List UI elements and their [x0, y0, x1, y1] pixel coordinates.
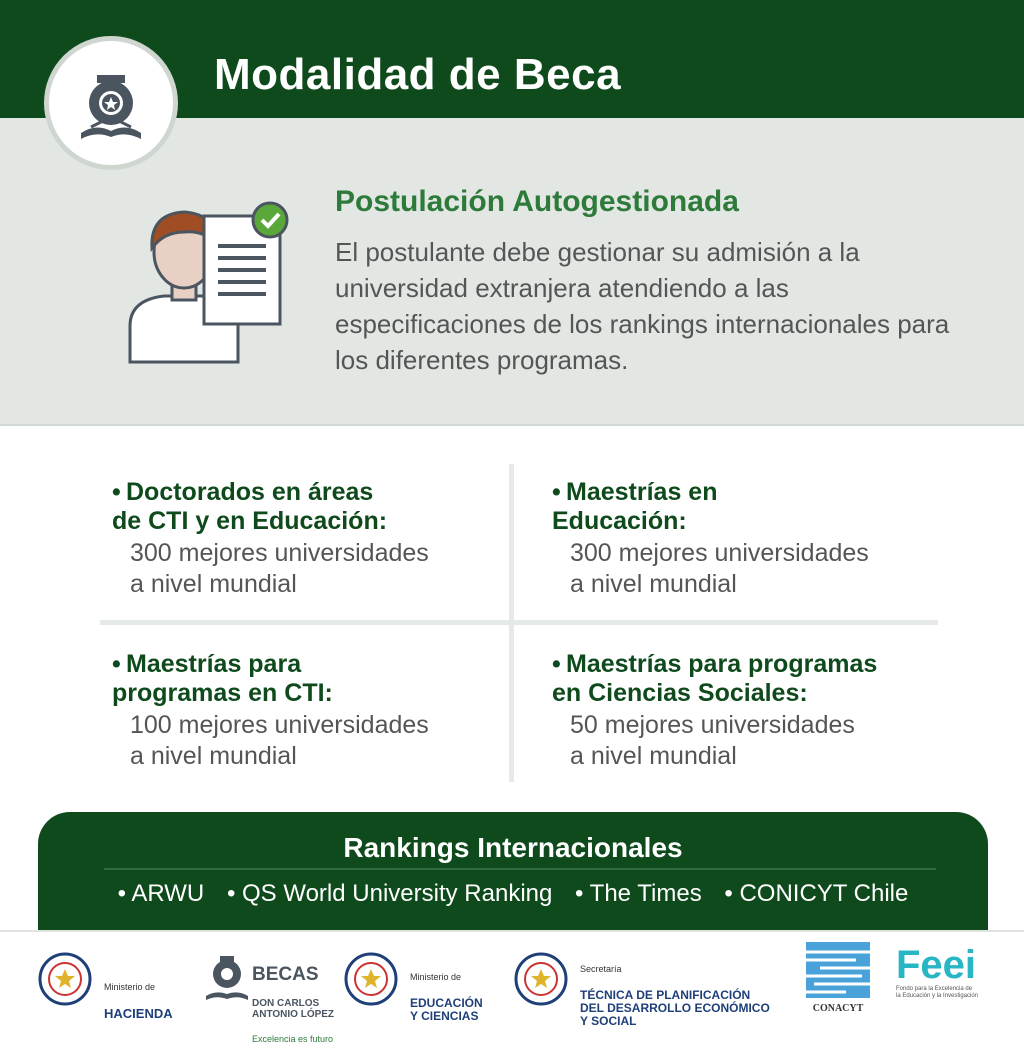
program-item: • Maestrías para programas en Ciencias Sociales: 50 mejores universidades a nivel mundial — [552, 650, 932, 772]
becas-tagline: Excelencia es futuro — [252, 1034, 334, 1044]
program-item: • Maestrías para programas en CTI: 100 mejores universidades a nivel mundial — [112, 650, 492, 772]
stp-label: Secretaría — [580, 964, 622, 974]
rankings-title: Rankings Internacionales — [343, 832, 683, 863]
mec-name: EDUCACIÓN Y CIENCIAS — [410, 996, 483, 1023]
program-description: 300 mejores universidades a nivel mundial — [130, 539, 429, 598]
conacyt-logo — [806, 942, 870, 1014]
feei-subtitle: Fondo para la Excelencia de la Educación y la Investigación — [896, 986, 979, 999]
conacyt-waves-icon — [806, 942, 870, 998]
program-title: Maestrías para programas en Ciencias Sociales: — [552, 650, 878, 707]
rankings-divider — [104, 868, 936, 870]
grid-divider-horizontal — [100, 620, 938, 625]
becas-title: BECAS — [252, 964, 319, 985]
rankings-box — [38, 812, 988, 930]
conacyt-name: CONACYT — [812, 1003, 864, 1014]
program-item: • Doctorados en áreas de CTI y en Educación: 300 mejores universidades a nivel mundial — [112, 478, 492, 600]
becas-logo — [44, 36, 178, 170]
mec-label: Ministerio de — [410, 972, 462, 982]
program-title: Maestrías para programas en CTI: — [112, 650, 333, 707]
becas-lantern-icon — [200, 950, 254, 1004]
program-description: 300 mejores universidades a nivel mundial — [570, 539, 869, 598]
feei-wordmark: Feei — [896, 943, 977, 987]
hacienda-name: HACIENDA — [104, 1006, 173, 1021]
paraguay-seal-icon — [514, 952, 568, 1006]
program-description: 100 mejores universidades a nivel mundial — [130, 711, 429, 770]
program-title: Maestrías en Educación: — [552, 478, 718, 535]
intro-heading: Postulación Autogestionada — [335, 185, 739, 218]
stp-name: TÉCNICA DE PLANIFICACIÓN DEL DESARROLLO ECONÓMICO Y SOCIAL — [580, 988, 770, 1028]
paraguay-seal-icon — [344, 952, 398, 1006]
page-title: Modalidad de Beca — [214, 50, 622, 99]
becas-subtitle: DON CARLOS ANTONIO LÓPEZ — [252, 998, 335, 1020]
ranking-item: CONICYT Chile — [739, 880, 909, 907]
ranking-item: ARWU — [131, 880, 205, 907]
ranking-item: The Times — [589, 880, 702, 907]
paraguay-seal-icon — [38, 952, 92, 1006]
ranking-item: QS World University Ranking — [242, 880, 553, 907]
intro-description: El postulante debe gestionar su admisión a la universidad extranjera atendiendo a las especificaciones de los rankings internacionales para los diferentes programas. — [335, 237, 950, 375]
rankings-list: • ARWU • QS World University Ranking • The Times • CONICYT Chile — [117, 880, 909, 907]
hacienda-label: Ministerio de — [104, 982, 156, 992]
lantern-book-icon — [61, 53, 161, 153]
applicant-document-illustration — [124, 196, 294, 371]
program-description: 50 mejores universidades a nivel mundial — [570, 711, 855, 770]
footer-logos — [0, 930, 1024, 1044]
program-title: Doctorados en áreas de CTI y en Educación: — [112, 478, 388, 535]
program-item: • Maestrías en Educación: 300 mejores universidades a nivel mundial — [552, 478, 932, 600]
